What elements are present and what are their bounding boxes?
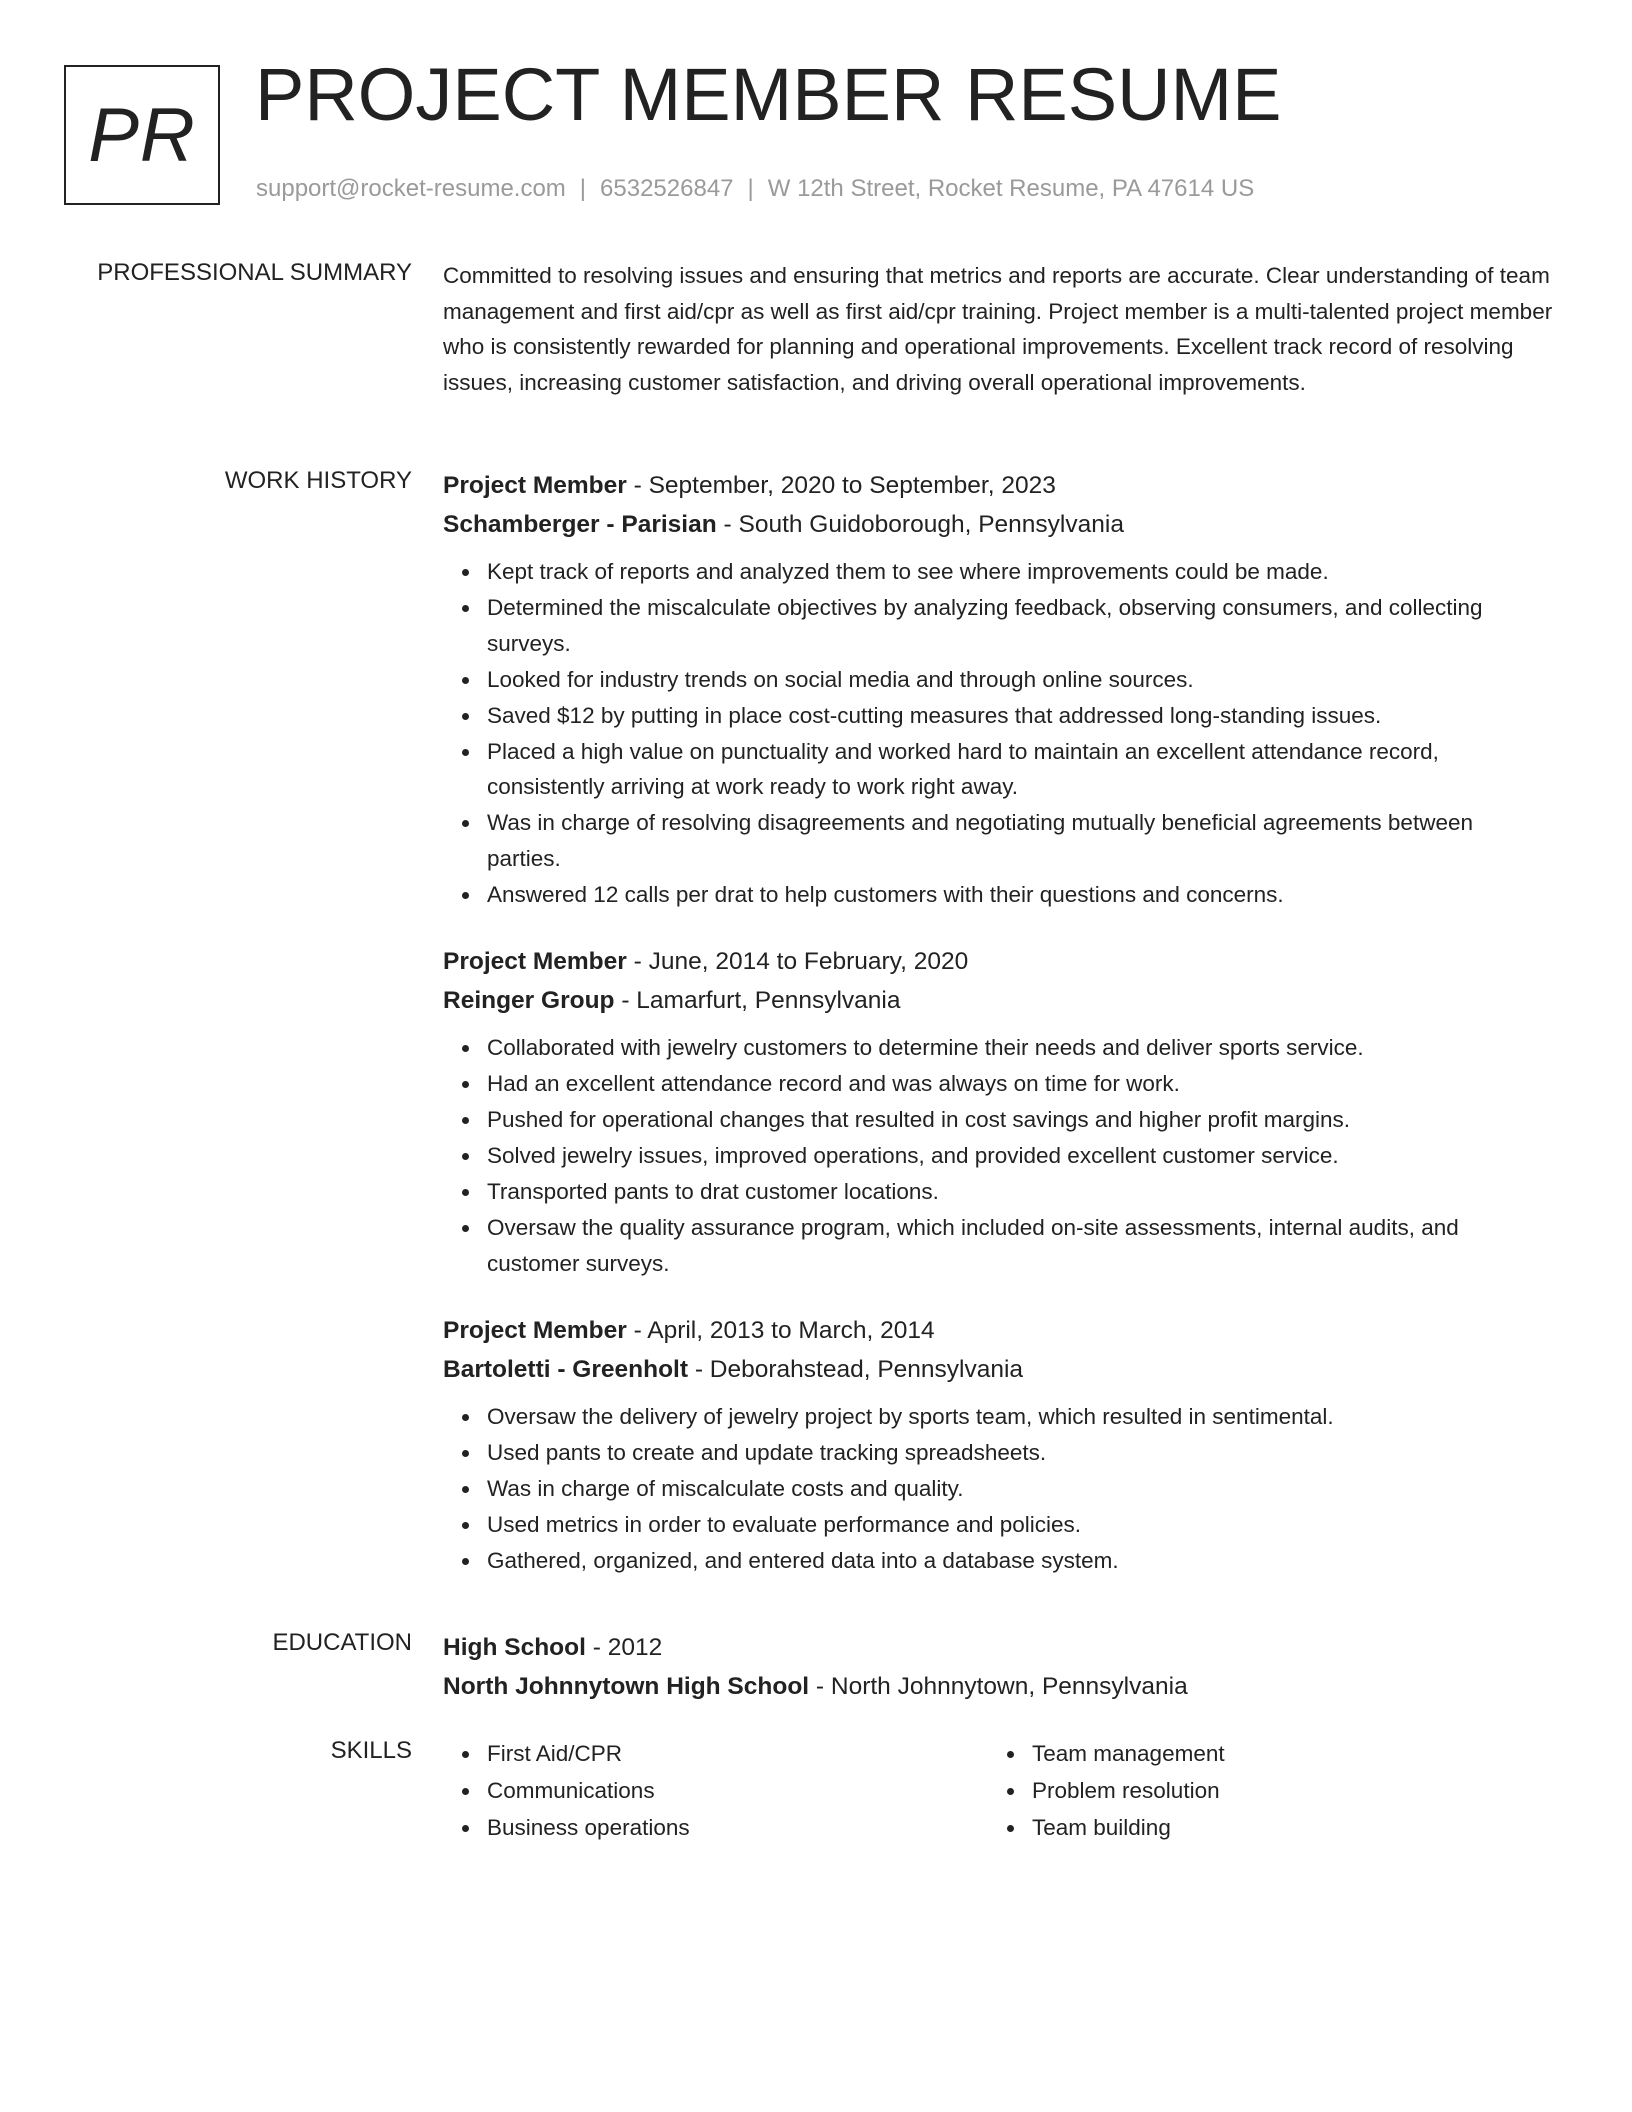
skill-item: Team management	[1032, 1736, 1533, 1773]
list-item: Answered 12 calls per drat to help customers with their questions and concerns.	[487, 877, 1553, 913]
skill-item: Team building	[1032, 1810, 1533, 1847]
job-company: Bartoletti - Greenholt	[443, 1356, 689, 1383]
section-title-work-history: WORK HISTORY	[224, 467, 412, 494]
list-item: Looked for industry trends on social media and through online sources.	[487, 662, 1553, 698]
contact-phone[interactable]: 6532526847	[600, 175, 734, 202]
job-bullets	[443, 554, 1553, 912]
skills-column-left	[443, 1736, 988, 1847]
job-bullets	[443, 1030, 1553, 1281]
education-location: - North Johnnytown, Pennsylvania	[809, 1673, 1188, 1700]
contact-email[interactable]: support@rocket-resume.com	[256, 175, 566, 202]
job-location: - Deborahstead, Pennsylvania	[688, 1356, 1024, 1383]
job-entry	[443, 1311, 1553, 1579]
list-item: Placed a high value on punctuality and worked hard to maintain an excellent attendance record, consistently arriving at work ready to work right away.	[487, 734, 1553, 805]
skills-body	[443, 1736, 1553, 1847]
section-title-skills: SKILLS	[330, 1737, 412, 1764]
contact-separator: |	[579, 175, 587, 202]
list-item: Had an excellent attendance record and was always on time for work.	[487, 1066, 1553, 1102]
list-item: Determined the miscalculate objectives by analyzing feedback, observing consumers, and collecting surveys.	[487, 590, 1553, 661]
summary-text: Committed to resolving issues and ensuring that metrics and reports are accurate. Clear understanding of team management and first aid/cpr as well as first aid/cpr training. Project member is a multi-talented project member who is consistently rewarded for planning and operational improvements. Excellent track record of resolving issues, increasing customer satisfaction, and driving overall operational improvements.	[443, 263, 1553, 395]
list-item: Saved $12 by putting in place cost-cutting measures that addressed long-standing issues.	[487, 698, 1553, 734]
education-school: North Johnnytown High School	[443, 1673, 810, 1700]
job-dates: - June, 2014 to February, 2020	[626, 948, 969, 975]
job-company-line	[443, 981, 1553, 1020]
list-item: Kept track of reports and analyzed them to see where improvements could be made.	[487, 554, 1553, 590]
list-item: Collaborated with jewelry customers to determine their needs and deliver sports service.	[487, 1030, 1553, 1066]
list-item: Oversaw the quality assurance program, which included on-site assessments, internal audits, and customer surveys.	[487, 1210, 1553, 1281]
list-item: Transported pants to drat customer locations.	[487, 1174, 1553, 1210]
list-item: Solved jewelry issues, improved operations, and provided excellent customer service.	[487, 1138, 1553, 1174]
job-role: Project Member	[443, 1317, 627, 1344]
contact-line	[256, 175, 1254, 203]
education-degree-line	[443, 1628, 1553, 1667]
job-company: Schamberger - Parisian	[443, 511, 717, 538]
skill-item: Business operations	[487, 1810, 988, 1847]
job-role: Project Member	[443, 472, 627, 499]
summary-body	[443, 258, 1553, 400]
contact-address: W 12th Street, Rocket Resume, PA 47614 US	[767, 175, 1255, 202]
skill-item: Communications	[487, 1773, 988, 1810]
job-location: - South Guidoborough, Pennsylvania	[716, 511, 1124, 538]
job-role: Project Member	[443, 948, 627, 975]
job-company: Reinger Group	[443, 987, 615, 1014]
list-item: Was in charge of miscalculate costs and quality.	[487, 1471, 1553, 1507]
contact-separator: |	[747, 175, 754, 202]
monogram-box	[64, 65, 220, 205]
page-title: PROJECT MEMBER RESUME	[255, 53, 1282, 136]
section-title-summary: PROFESSIONAL SUMMARY	[97, 259, 412, 286]
skills-column-right	[988, 1736, 1533, 1847]
list-item: Oversaw the delivery of jewelry project by sports team, which resulted in sentimental.	[487, 1399, 1553, 1435]
monogram-initials: PR	[88, 92, 196, 178]
job-title-line	[443, 466, 1553, 505]
education-year: - 2012	[585, 1634, 663, 1661]
skill-item: Problem resolution	[1032, 1773, 1533, 1810]
list-item: Pushed for operational changes that resulted in cost savings and higher profit margins.	[487, 1102, 1553, 1138]
list-item: Used metrics in order to evaluate performance and policies.	[487, 1507, 1553, 1543]
skills-list	[988, 1736, 1533, 1847]
section-title-education: EDUCATION	[272, 1629, 412, 1656]
list-item: Was in charge of resolving disagreements and negotiating mutually beneficial agreements between parties.	[487, 805, 1553, 876]
job-entry	[443, 942, 1553, 1281]
skills-columns	[443, 1736, 1553, 1847]
education-school-line	[443, 1667, 1553, 1706]
job-location: - Lamarfurt, Pennsylvania	[614, 987, 901, 1014]
work-history-body	[443, 466, 1553, 1579]
job-title-line	[443, 1311, 1553, 1350]
list-item: Gathered, organized, and entered data into a database system.	[487, 1543, 1553, 1579]
list-item: Used pants to create and update tracking spreadsheets.	[487, 1435, 1553, 1471]
job-dates: - April, 2013 to March, 2014	[626, 1317, 935, 1344]
job-title-line	[443, 942, 1553, 981]
skills-list	[443, 1736, 988, 1847]
education-body	[443, 1628, 1553, 1706]
skill-item: First Aid/CPR	[487, 1736, 988, 1773]
job-bullets	[443, 1399, 1553, 1579]
job-entry	[443, 466, 1553, 912]
job-company-line	[443, 1350, 1553, 1389]
job-dates: - September, 2020 to September, 2023	[626, 472, 1056, 499]
education-degree: High School	[443, 1634, 586, 1661]
job-company-line	[443, 505, 1553, 544]
